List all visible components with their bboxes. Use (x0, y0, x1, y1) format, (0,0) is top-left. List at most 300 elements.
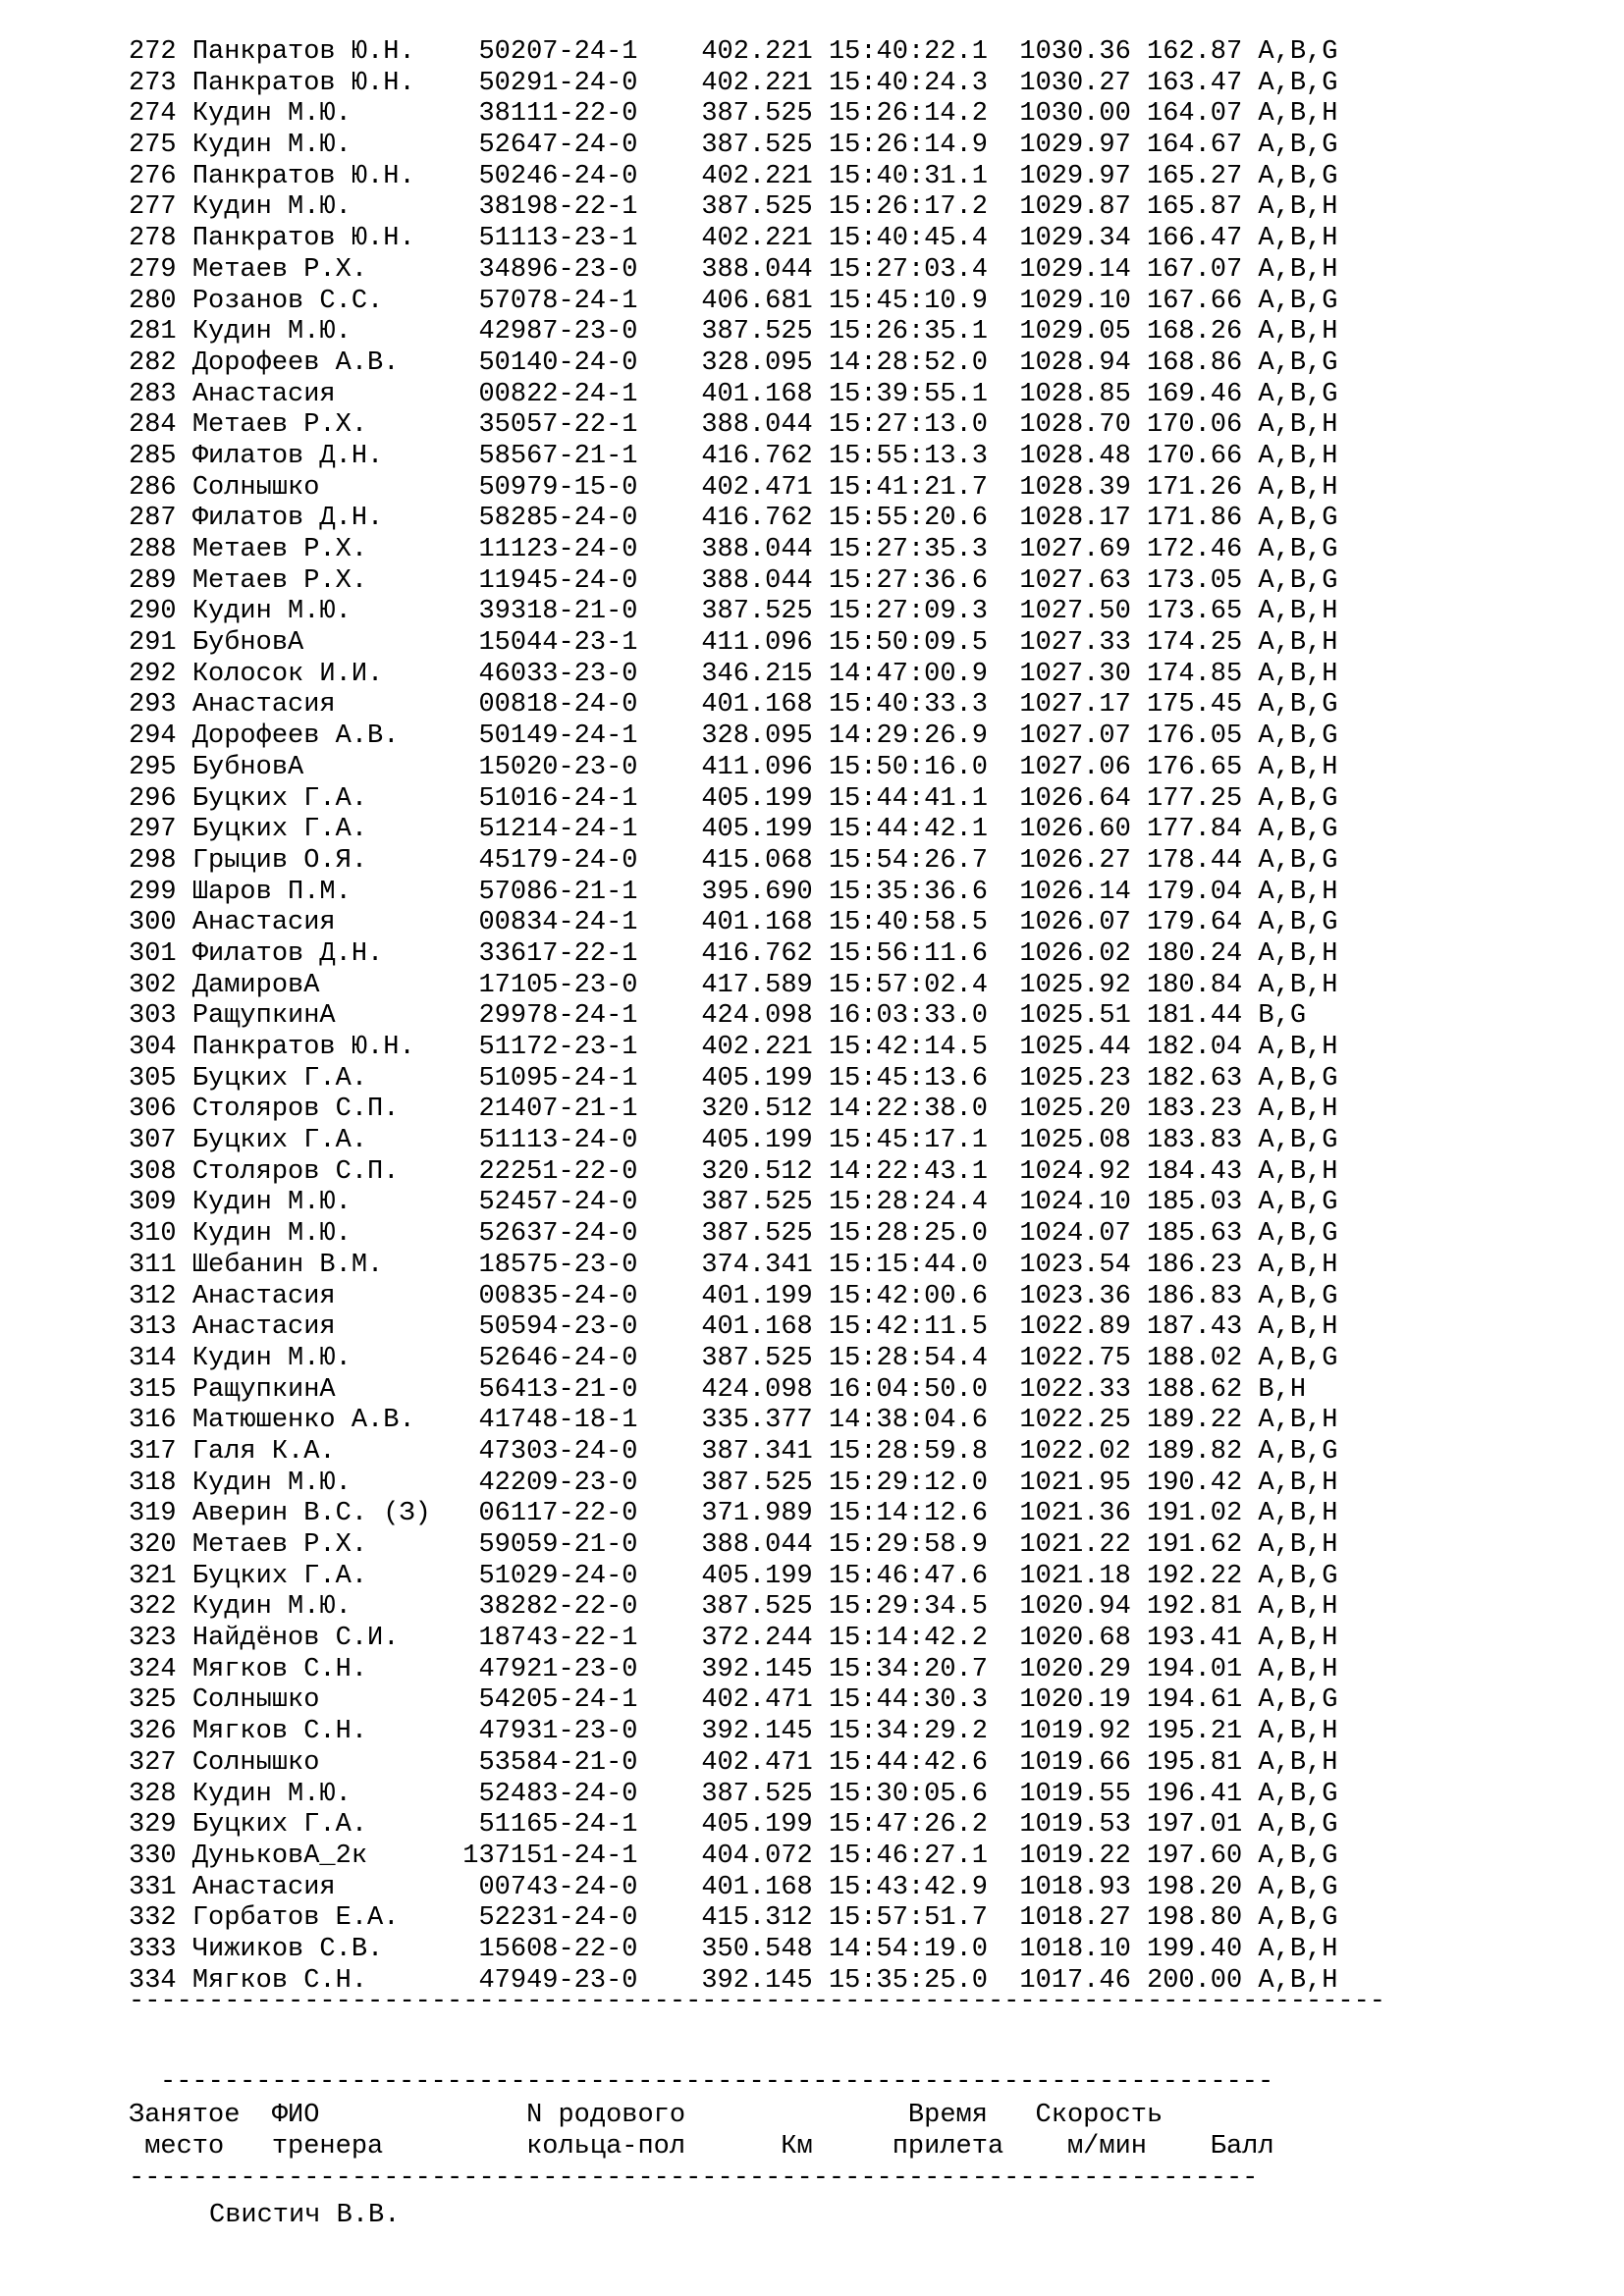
result-ring: 15608-22-0 (462, 1934, 702, 1964)
result-time: 15:27:35.3 (828, 535, 1020, 564)
result-category: A,B,H (1258, 224, 1338, 254)
result-points: 180.24 (1147, 938, 1259, 969)
result-name: Столяров С.П. (191, 1156, 463, 1187)
result-category: A,B,G (1258, 1436, 1338, 1467)
result-category: A,B,H (1258, 1468, 1338, 1498)
result-time: 14:54:19.0 (828, 1934, 1020, 1964)
result-ring: 54205-24-1 (462, 1685, 702, 1716)
result-points: 198.80 (1147, 1903, 1259, 1934)
result-row (129, 628, 1337, 660)
result-category: A,B,H (1258, 970, 1338, 1000)
result-category: A,B,G (1258, 1063, 1338, 1094)
result-points: 169.46 (1147, 379, 1259, 409)
result-ring: 58567-21-1 (462, 441, 702, 471)
result-points: 189.82 (1147, 1436, 1259, 1467)
result-ring: 11945-24-0 (462, 565, 702, 596)
result-name: Шаров П.М. (191, 877, 463, 907)
result-row (129, 1033, 1337, 1064)
result-speed: 1025.51 (1019, 1001, 1147, 1032)
result-name: Буцких Г.А. (191, 1810, 463, 1841)
result-points: 162.87 (1147, 37, 1259, 67)
result-points: 164.07 (1147, 99, 1259, 130)
result-km: 402.221 (701, 161, 829, 191)
result-points: 197.01 (1147, 1810, 1259, 1841)
result-speed: 1026.60 (1019, 815, 1147, 845)
result-place: 328 (129, 1779, 192, 1809)
result-time: 15:26:17.2 (828, 192, 1020, 223)
result-ring: 00818-24-0 (462, 690, 702, 721)
result-row (129, 1499, 1337, 1530)
result-points: 194.01 (1147, 1654, 1259, 1684)
result-name: Буцких Г.А. (191, 1561, 463, 1591)
result-time: 15:26:14.2 (828, 99, 1020, 130)
result-speed: 1021.36 (1019, 1499, 1147, 1529)
results-list (129, 37, 1337, 1997)
result-ring: 11123-24-0 (462, 535, 702, 564)
result-name: Панкратов Ю.Н. (191, 1033, 463, 1062)
result-time: 14:29:26.9 (828, 721, 1020, 752)
result-category: A,B,H (1258, 1592, 1338, 1623)
result-km: 388.044 (701, 1530, 829, 1560)
result-name: Филатов Д.Н. (191, 441, 463, 471)
result-name: Анастасия (191, 379, 463, 409)
result-category: A,B,H (1258, 472, 1338, 503)
result-time: 15:40:31.1 (828, 161, 1020, 191)
result-ring: 47303-24-0 (462, 1436, 702, 1467)
result-place: 285 (129, 441, 192, 471)
result-place: 298 (129, 845, 192, 876)
result-category: A,B,G (1258, 535, 1338, 564)
result-time: 15:40:33.3 (828, 690, 1020, 721)
result-points: 173.05 (1147, 565, 1259, 596)
result-category: A,B,G (1258, 286, 1338, 316)
result-speed: 1029.10 (1019, 286, 1147, 316)
result-points: 197.60 (1147, 1841, 1259, 1871)
result-time: 14:47:00.9 (828, 659, 1020, 689)
result-speed: 1027.33 (1019, 628, 1147, 659)
result-km: 387.525 (701, 317, 829, 347)
result-points: 196.41 (1147, 1779, 1259, 1809)
result-ring: 51016-24-1 (462, 783, 702, 814)
result-km: 350.548 (701, 1934, 829, 1964)
result-ring: 50207-24-1 (462, 37, 702, 67)
result-row (129, 131, 1337, 162)
result-points: 166.47 (1147, 224, 1259, 254)
result-points: 192.81 (1147, 1592, 1259, 1623)
result-ring: 51113-24-0 (462, 1126, 702, 1156)
result-points: 176.65 (1147, 752, 1259, 782)
result-row (129, 1810, 1337, 1842)
result-row (129, 1312, 1337, 1344)
result-km: 402.471 (701, 472, 829, 503)
result-km: 405.199 (701, 1126, 829, 1156)
result-row (129, 1375, 1337, 1407)
result-row (129, 1437, 1337, 1468)
result-row (129, 380, 1337, 411)
result-time: 15:54:26.7 (828, 845, 1020, 876)
result-km: 320.512 (701, 1095, 829, 1125)
result-time: 15:42:11.5 (828, 1312, 1020, 1343)
result-name: Шебанин В.М. (191, 1250, 463, 1280)
result-place: 275 (129, 131, 192, 161)
result-place: 296 (129, 783, 192, 814)
result-speed: 1026.27 (1019, 845, 1147, 876)
result-ring: 50594-23-0 (462, 1312, 702, 1343)
result-row (129, 69, 1337, 100)
result-place: 319 (129, 1499, 192, 1529)
result-ring: 15044-23-1 (462, 628, 702, 659)
result-ring: 57078-24-1 (462, 286, 702, 316)
result-time: 15:44:42.1 (828, 815, 1020, 845)
result-points: 195.81 (1147, 1747, 1259, 1778)
result-name: Метаев Р.Х. (191, 254, 463, 285)
result-km: 402.221 (701, 68, 829, 98)
result-place: 308 (129, 1156, 192, 1187)
result-time: 15:15:44.0 (828, 1250, 1020, 1280)
result-ring: 50140-24-0 (462, 347, 702, 378)
result-ring: 15020-23-0 (462, 752, 702, 782)
result-points: 190.42 (1147, 1468, 1259, 1498)
result-row (129, 908, 1337, 939)
result-row (129, 660, 1337, 691)
result-time: 15:40:24.3 (828, 68, 1020, 98)
result-speed: 1030.27 (1019, 68, 1147, 98)
result-time: 15:45:10.9 (828, 286, 1020, 316)
result-row (129, 348, 1337, 380)
result-row (129, 99, 1337, 131)
result-place: 326 (129, 1717, 192, 1747)
result-place: 330 (129, 1841, 192, 1871)
result-name: Панкратов Ю.Н. (191, 37, 463, 67)
result-row (129, 971, 1337, 1002)
result-place: 297 (129, 815, 192, 845)
result-row (129, 162, 1337, 193)
result-place: 291 (129, 628, 192, 659)
result-speed: 1025.20 (1019, 1095, 1147, 1125)
result-km: 328.095 (701, 721, 829, 752)
separator-header-bottom: ----------------------------------------------------------------------- (129, 2163, 1259, 2193)
result-place: 273 (129, 68, 192, 98)
result-place: 282 (129, 347, 192, 378)
result-speed: 1020.68 (1019, 1624, 1147, 1654)
result-km: 387.525 (701, 192, 829, 223)
result-ring: 52483-24-0 (462, 1779, 702, 1809)
result-speed: 1022.75 (1019, 1343, 1147, 1373)
result-time: 15:43:42.9 (828, 1872, 1020, 1902)
result-time: 15:29:12.0 (828, 1468, 1020, 1498)
result-ring: 52646-24-0 (462, 1343, 702, 1373)
result-ring: 21407-21-1 (462, 1095, 702, 1125)
result-time: 15:40:45.4 (828, 224, 1020, 254)
result-speed: 1026.14 (1019, 877, 1147, 907)
result-place: 310 (129, 1219, 192, 1250)
result-row (129, 1344, 1337, 1375)
result-name: ДуньковА_2к (191, 1841, 463, 1871)
result-place: 293 (129, 690, 192, 721)
result-category: A,B,G (1258, 347, 1338, 378)
result-category: A,B,H (1258, 1717, 1338, 1747)
result-km: 401.168 (701, 1312, 829, 1343)
trainer-name: Свистич В.В. (209, 2201, 401, 2230)
result-name: Панкратов Ю.Н. (191, 224, 463, 254)
result-speed: 1021.18 (1019, 1561, 1147, 1591)
result-speed: 1024.92 (1019, 1156, 1147, 1187)
result-place: 313 (129, 1312, 192, 1343)
result-place: 315 (129, 1374, 192, 1405)
result-ring: 00835-24-0 (462, 1281, 702, 1311)
result-name: Кудин М.Ю. (191, 131, 463, 161)
result-ring: 52647-24-0 (462, 131, 702, 161)
result-points: 178.44 (1147, 845, 1259, 876)
result-category: A,B,G (1258, 783, 1338, 814)
result-category: A,B,G (1258, 1903, 1338, 1934)
result-category: A,B,H (1258, 1312, 1338, 1343)
result-place: 288 (129, 535, 192, 564)
result-time: 15:14:12.6 (828, 1499, 1020, 1529)
result-place: 284 (129, 410, 192, 441)
result-row (129, 535, 1337, 566)
result-time: 15:47:26.2 (828, 1810, 1020, 1841)
result-ring: 47949-23-0 (462, 1965, 702, 1996)
result-time: 15:26:14.9 (828, 131, 1020, 161)
result-km: 401.168 (701, 379, 829, 409)
result-speed: 1020.19 (1019, 1685, 1147, 1716)
result-km: 371.989 (701, 1499, 829, 1529)
result-row (129, 1251, 1337, 1282)
result-place: 306 (129, 1095, 192, 1125)
result-time: 15:34:20.7 (828, 1654, 1020, 1684)
result-category: A,B,G (1258, 690, 1338, 721)
result-time: 15:35:36.6 (828, 877, 1020, 907)
result-speed: 1027.50 (1019, 597, 1147, 627)
result-name: Анастасия (191, 690, 463, 721)
result-km: 387.525 (701, 597, 829, 627)
result-speed: 1020.29 (1019, 1654, 1147, 1684)
result-speed: 1028.39 (1019, 472, 1147, 503)
result-row (129, 504, 1337, 535)
result-ring: 46033-23-0 (462, 659, 702, 689)
result-points: 174.25 (1147, 628, 1259, 659)
result-row (129, 1468, 1337, 1500)
result-time: 15:28:24.4 (828, 1188, 1020, 1218)
result-row (129, 1126, 1337, 1157)
result-km: 415.312 (701, 1903, 829, 1934)
result-category: A,B,G (1258, 1872, 1338, 1902)
result-km: 320.512 (701, 1156, 829, 1187)
result-category: B,H (1258, 1374, 1307, 1405)
result-category: A,B,G (1258, 1126, 1338, 1156)
result-km: 402.221 (701, 224, 829, 254)
result-row (129, 597, 1337, 628)
result-km: 402.221 (701, 1033, 829, 1062)
result-ring: 50149-24-1 (462, 721, 702, 752)
result-row (129, 192, 1337, 224)
result-speed: 1020.94 (1019, 1592, 1147, 1623)
result-points: 192.22 (1147, 1561, 1259, 1591)
result-time: 15:50:16.0 (828, 752, 1020, 782)
result-category: A,B,G (1258, 565, 1338, 596)
result-ring: 50979-15-0 (462, 472, 702, 503)
result-category: A,B,H (1258, 752, 1338, 782)
result-points: 182.04 (1147, 1033, 1259, 1062)
result-category: A,B,G (1258, 37, 1338, 67)
result-name: Кудин М.Ю. (191, 1343, 463, 1373)
result-points: 194.61 (1147, 1685, 1259, 1716)
result-km: 405.199 (701, 815, 829, 845)
result-ring: 42209-23-0 (462, 1468, 702, 1498)
result-place: 277 (129, 192, 192, 223)
result-km: 388.044 (701, 535, 829, 564)
result-row (129, 566, 1337, 598)
result-place: 279 (129, 254, 192, 285)
result-km: 416.762 (701, 504, 829, 534)
result-row (129, 1592, 1337, 1624)
result-name: Метаев Р.Х. (191, 1530, 463, 1560)
result-points: 186.83 (1147, 1281, 1259, 1311)
result-speed: 1027.69 (1019, 535, 1147, 564)
result-ring: 51095-24-1 (462, 1063, 702, 1094)
result-row (129, 317, 1337, 348)
result-place: 278 (129, 224, 192, 254)
result-km: 346.215 (701, 659, 829, 689)
result-speed: 1023.36 (1019, 1281, 1147, 1311)
result-row (129, 1717, 1337, 1748)
result-place: 280 (129, 286, 192, 316)
result-ring: 47921-23-0 (462, 1654, 702, 1684)
result-km: 401.168 (701, 1872, 829, 1902)
result-points: 167.66 (1147, 286, 1259, 316)
result-ring: 41748-18-1 (462, 1406, 702, 1436)
result-ring: 45179-24-0 (462, 845, 702, 876)
result-place: 283 (129, 379, 192, 409)
result-row (129, 1903, 1337, 1935)
result-ring: 17105-23-0 (462, 970, 702, 1000)
result-ring: 50291-24-0 (462, 68, 702, 98)
result-speed: 1029.14 (1019, 254, 1147, 285)
result-points: 165.87 (1147, 192, 1259, 223)
result-ring: 33617-22-1 (462, 938, 702, 969)
result-name: Метаев Р.Х. (191, 565, 463, 596)
result-place: 307 (129, 1126, 192, 1156)
result-place: 281 (129, 317, 192, 347)
result-speed: 1029.87 (1019, 192, 1147, 223)
result-km: 372.244 (701, 1624, 829, 1654)
result-km: 401.168 (701, 908, 829, 938)
result-name: Кудин М.Ю. (191, 1219, 463, 1250)
result-time: 15:55:13.3 (828, 441, 1020, 471)
result-name: Кудин М.Ю. (191, 192, 463, 223)
result-category: A,B,G (1258, 1281, 1338, 1311)
result-name: Кудин М.Ю. (191, 317, 463, 347)
result-place: 290 (129, 597, 192, 627)
result-points: 176.05 (1147, 721, 1259, 752)
result-km: 374.341 (701, 1250, 829, 1280)
result-ring: 35057-22-1 (462, 410, 702, 441)
result-speed: 1023.54 (1019, 1250, 1147, 1280)
result-km: 411.096 (701, 752, 829, 782)
result-category: A,B,H (1258, 1033, 1338, 1062)
result-time: 15:28:59.8 (828, 1436, 1020, 1467)
result-name: Дорофеев А.В. (191, 721, 463, 752)
result-place: 318 (129, 1468, 192, 1498)
result-points: 171.26 (1147, 472, 1259, 503)
result-ring: 51113-23-1 (462, 224, 702, 254)
result-name: Горбатов Е.А. (191, 1903, 463, 1934)
result-speed: 1027.30 (1019, 659, 1147, 689)
result-row (129, 1562, 1337, 1593)
result-time: 15:56:11.6 (828, 938, 1020, 969)
result-row (129, 1842, 1337, 1873)
result-place: 302 (129, 970, 192, 1000)
result-ring: 00743-24-0 (462, 1872, 702, 1902)
result-points: 195.21 (1147, 1717, 1259, 1747)
result-ring: 51214-24-1 (462, 815, 702, 845)
result-speed: 1030.36 (1019, 37, 1147, 67)
result-points: 187.43 (1147, 1312, 1259, 1343)
result-category: A,B,G (1258, 845, 1338, 876)
result-points: 184.43 (1147, 1156, 1259, 1187)
result-category: A,B,H (1258, 99, 1338, 130)
result-name: Розанов С.С. (191, 286, 463, 316)
result-km: 416.762 (701, 938, 829, 969)
result-place: 300 (129, 908, 192, 938)
result-time: 15:45:17.1 (828, 1126, 1020, 1156)
result-time: 15:30:05.6 (828, 1779, 1020, 1809)
result-name: Анастасия (191, 1281, 463, 1311)
result-place: 322 (129, 1592, 192, 1623)
result-speed: 1018.27 (1019, 1903, 1147, 1934)
result-km: 402.221 (701, 37, 829, 67)
result-speed: 1022.25 (1019, 1406, 1147, 1436)
result-points: 179.64 (1147, 908, 1259, 938)
result-time: 15:44:41.1 (828, 783, 1020, 814)
result-category: A,B,H (1258, 938, 1338, 969)
column-header-line-1: Занятое ФИО N родового Время Скорость (129, 2101, 1164, 2130)
result-points: 170.06 (1147, 410, 1259, 441)
result-row (129, 690, 1337, 721)
result-points: 185.63 (1147, 1219, 1259, 1250)
result-km: 387.525 (701, 131, 829, 161)
result-category: A,B,H (1258, 1499, 1338, 1529)
result-row (129, 1095, 1337, 1126)
result-name: Дорофеев А.В. (191, 347, 463, 378)
result-name: Мягков С.Н. (191, 1717, 463, 1747)
result-speed: 1029.97 (1019, 131, 1147, 161)
result-speed: 1029.97 (1019, 161, 1147, 191)
result-place: 320 (129, 1530, 192, 1560)
result-points: 168.86 (1147, 347, 1259, 378)
result-place: 331 (129, 1872, 192, 1902)
result-row (129, 410, 1337, 442)
result-points: 189.22 (1147, 1406, 1259, 1436)
result-row (129, 1935, 1337, 1966)
result-place: 324 (129, 1654, 192, 1684)
result-km: 387.525 (701, 1188, 829, 1218)
result-speed: 1029.05 (1019, 317, 1147, 347)
result-points: 163.47 (1147, 68, 1259, 98)
result-name: Метаев Р.Х. (191, 410, 463, 441)
result-category: A,B,G (1258, 1685, 1338, 1716)
result-name: Буцких Г.А. (191, 1063, 463, 1094)
result-category: A,B,G (1258, 1810, 1338, 1841)
result-name: БубновА (191, 628, 463, 659)
result-row (129, 287, 1337, 318)
result-category: A,B,H (1258, 317, 1338, 347)
result-km: 387.525 (701, 1219, 829, 1250)
result-time: 16:03:33.0 (828, 1001, 1020, 1032)
result-category: A,B,G (1258, 1779, 1338, 1809)
result-speed: 1025.23 (1019, 1063, 1147, 1094)
